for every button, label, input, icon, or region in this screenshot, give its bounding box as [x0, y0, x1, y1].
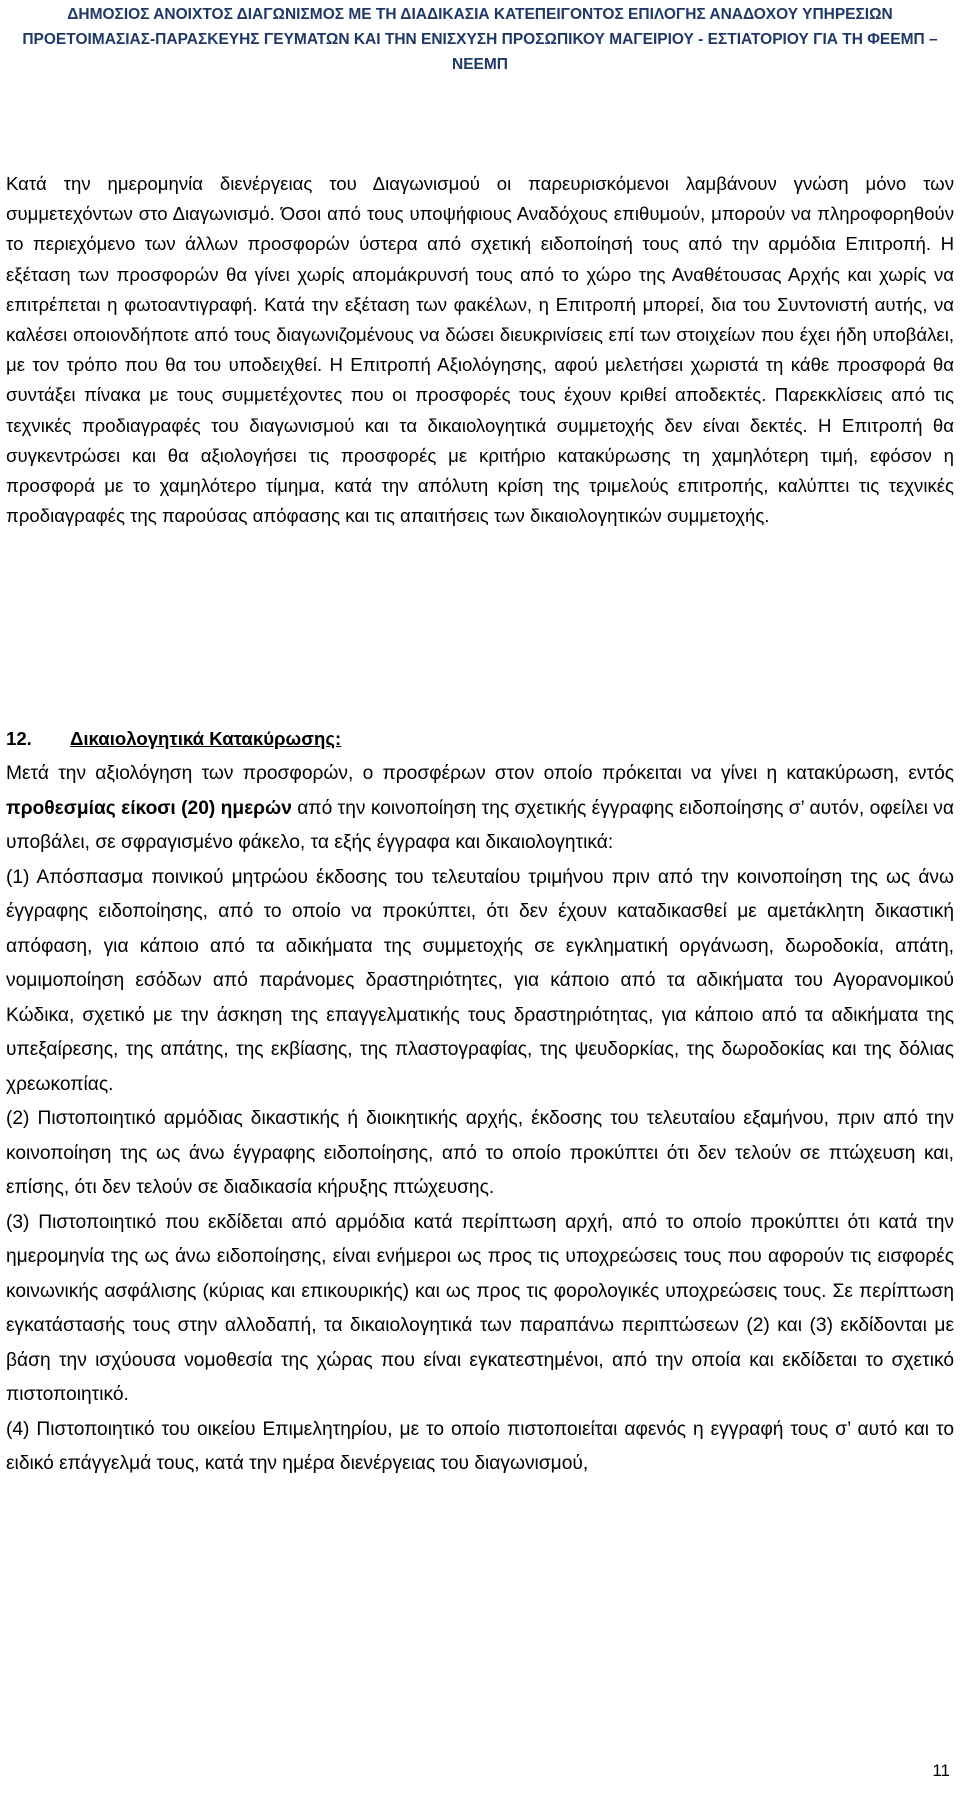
- header-line-3: ΝΕΕΜΠ: [452, 56, 508, 73]
- requirement-item-1: (1) Απόσπασμα ποινικού μητρώου έκδοσης του τελευταίου τριμήνου πριν από την κοινοποίηση της ως άνω έγγραφης ειδοποίησης, από το οποίο να προκύπτει, ότι δεν έχουν καταδικασθεί με αμετάκλητη δικαστική απόφαση, για κάποιο από τα αδικήματα της συμμετοχής σε εγκληματική οργάνωση, δωροδοκία, απάτη, νομιμοποίηση εσόδων από παράνομες δραστηριότητες, για κάποιο από τα αδικήματα του Αγορανομικού Κώδικα, σχετικό με την άσκηση της επαγγελματικής τους δραστηριότητας, για κάποιο από τα αδικήματα της υπεξαίρεσης, της απάτης, της εκβίασης, της πλαστογραφίας, της ψευδορκίας, της δωροδοκίας και της δόλιας χρεωκοπίας.: [6, 866, 954, 1095]
- section-intro-after: από την κοινοποίηση της σχετικής έγγραφης ειδοποίησης σ’ αυτόν, οφείλει να υποβάλει, σε σφραγισμένο φάκελο, τα εξής έγγραφα και δικαιολογητικά:: [6, 797, 954, 853]
- header-line-2: ΠΡΟΕΤΟΙΜΑΣΙΑΣ-ΠΑΡΑΣΚΕΥΗΣ ΓΕΥΜΑΤΩΝ ΚΑΙ ΤΗΝ ΕΝΙΣΧΥΣΗ ΠΡΟΣΩΠΙΚΟΥ ΜΑΓΕΙΡΙΟΥ - ΕΣΤΙΑΤΟΡΙΟΥ ΓΙΑ ΤΗ ΦΕΕΜΠ –: [22, 31, 938, 48]
- section-number: 12.: [6, 728, 32, 749]
- intro-paragraph: Κατά την ημερομηνία διενέργειας του Διαγωνισμού οι παρευρισκόμενοι λαμβάνουν γνώση μόνο των συμμετεχόντων στο Διαγωνισμό. Όσοι από τους υποψήφιους Αναδόχους επιθυμούν, μπορούν να πληροφορηθούν το περιεχόμενο των άλλων προσφορών ύστερα από σχετική ειδοποίησή τους από την αρμόδια Επιτροπή. Η εξέταση των προσφορών θα γίνει χωρίς απομάκρυνσή τους από το χώρο της Αναθέτουσας Αρχής και χωρίς να επιτρέπεται η φωτοαντιγραφή. Κατά την εξέταση των φακέλων, η Επιτροπή μπορεί, δια του Συντονιστή αυτής, να καλέσει οποιονδήποτε από τους διαγωνιζομένους να δώσει διευκρινίσεις επί των στοιχείων που έχει ήδη υποβάλει, με τον τρόπο που θα του υποδειχθεί. Η Επιτροπή Αξιολόγησης, αφού μελετήσει χωριστά τη κάθε προσφορά θα συντάξει πίνακα με τους συμμετέχοντες που οι προσφορές τους έχουν κριθεί αποδεκτές. Παρεκκλίσεις από τις τεχνικές προδιαγραφές του διαγωνισμού και τα δικαιολογητικά συμμετοχής δεν είναι δεκτές. Η Επιτροπή θα συγκεντρώσει και θα αξιολογήσει τις προσφορές με κριτήριο κατακύρωσης τη χαμηλότερη τιμή, εφόσον η προσφορά με το χαμηλότερο τίμημα, κατά την απόλυτη κρίση της τριμελούς επιτροπής, καλύπτει τις τεχνικές προδιαγραφές της παρούσας απόφασης και τις απαιτήσεις των δικαιολογητικών συμμετοχής.: [6, 173, 954, 527]
- section-intro-before: Μετά την αξιολόγηση των προσφορών, ο προσφέρων στον οποίο πρόκειται να γίνει η κατακύρωση, εντός: [6, 763, 954, 784]
- header-line-1: ΔΗΜΟΣΙΟΣ ΑΝΟΙΧΤΟΣ ΔΙΑΓΩΝΙΣΜΟΣ ΜΕ ΤΗ ΔΙΑΔΙΚΑΣΙΑ ΚΑΤΕΠΕΙΓΟΝΤΟΣ ΕΠΙΛΟΓΗΣ ΑΝΑΔΟΧΟΥ ΥΠΗΡΕΣΙΩΝ: [67, 6, 893, 23]
- deadline-bold: προθεσμίας είκοσι (20) ημερών: [6, 797, 292, 819]
- requirement-item-4: (4) Πιστοποιητικό του οικείου Επιμελητηρίου, με το οποίο πιστοποιείται αφενός η εγγραφή τους σ’ αυτό και το ειδικό επάγγελμά τους, κατά την ημέρα διενέργειας του διαγωνισμού,: [6, 1418, 954, 1474]
- requirement-item-3: (3) Πιστοποιητικό που εκδίδεται από αρμόδια κατά περίπτωση αρχή, από το οποίο προκύπτει ότι κατά την ημερομηνία της ως άνω ειδοποίησης, είναι ενήμεροι ως προς τις υποχρεώσεις τους που αφορούν τις εισφορές κοινωνικής ασφάλισης (κύριας και επικουρικής) και ως προς τις φορολογικές υποχρεώσεις τους. Σε περίπτωση εγκατάστασής τους στην αλλοδαπή, τα δικαιολογητικά των παραπάνω περιπτώσεων (2) και (3) εκδίδονται με βάση την ισχύουσα νομοθεσία της χώρας που είναι εγκατεστημένοι, από την οποία και εκδίδεται το σχετικό πιστοποιητικό.: [6, 1211, 954, 1405]
- section-intro: [6, 757, 954, 861]
- section-title: Δικαιολογητικά Κατακύρωσης:: [70, 728, 342, 749]
- requirement-item-2: (2) Πιστοποιητικό αρμόδιας δικαστικής ή διοικητικής αρχής, έκδοσης του τελευταίου εξαμήνου, πριν από την κοινοποίηση της ως άνω έγγραφης ειδοποίησης, από το οποίο προκύπτει ότι δεν τελούν σε πτώχευση και, επίσης, ότι δεν τελούν σε διαδικασία κήρυξης πτώχευσης.: [6, 1108, 954, 1198]
- document-header: [0, 2, 960, 77]
- section-body: [6, 757, 954, 1482]
- page-number: 11: [932, 1761, 950, 1780]
- section-heading: [6, 724, 954, 754]
